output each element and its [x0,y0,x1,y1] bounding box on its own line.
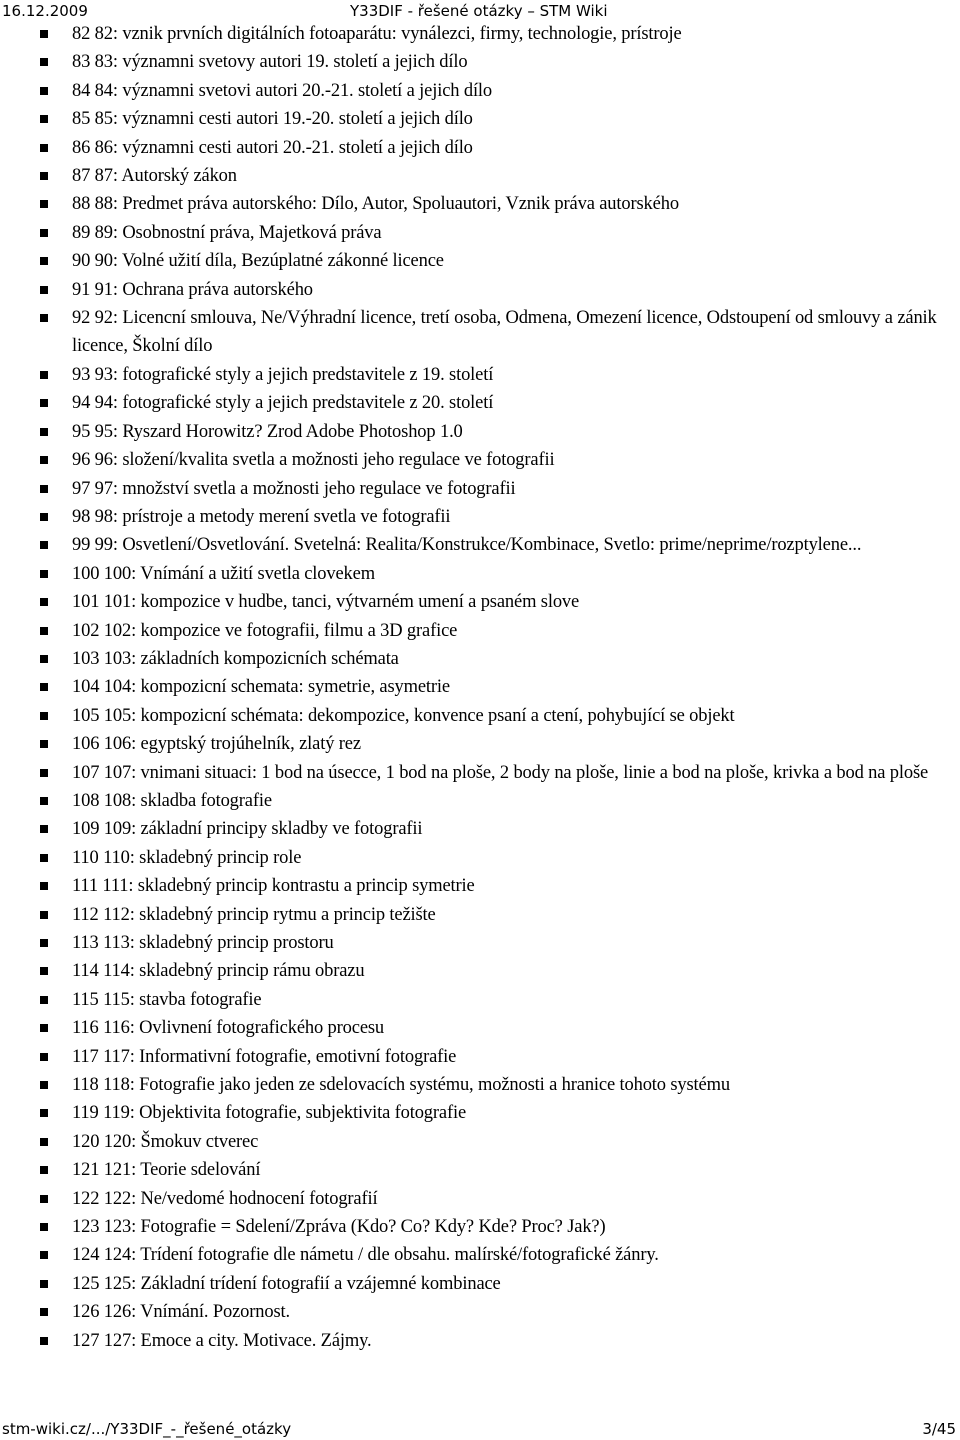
square-bullet-icon [40,314,48,322]
square-bullet-icon [40,1337,48,1345]
list-item [0,957,960,985]
list-item [0,617,960,645]
list-item [0,1213,960,1241]
list-item-link[interactable]: 101 101: kompozice v hudbe, tanci, výtvarném umení a psaném slove [72,592,580,613]
list-item-link[interactable]: 122 122: Ne/vedomé hodnocení fotografií [72,1188,378,1209]
toc-list [0,20,960,1355]
list-item-link[interactable]: 103 103: základních kompozicních schémata [72,648,399,669]
list-item [0,901,960,929]
list-item [0,702,960,730]
square-bullet-icon [40,683,48,691]
list-item [0,1128,960,1156]
list-item-link[interactable]: 126 126: Vnímání. Pozornost. [72,1302,290,1323]
list-item-link[interactable]: 104 104: kompozicní schemata: symetrie, asymetrie [72,677,450,698]
list-item [0,1156,960,1184]
list-item [0,560,960,588]
square-bullet-icon [40,257,48,265]
list-item [0,361,960,389]
square-bullet-icon [40,1138,48,1146]
list-item [0,219,960,247]
square-bullet-icon [40,229,48,237]
list-item-link[interactable]: 117 117: Informativní fotografie, emotivní fotografie [72,1046,457,1067]
list-item-link[interactable]: 85 85: významni cesti autori 19.-20. století a jejich dílo [72,109,473,130]
list-item-link[interactable]: 91 91: Ochrana práva autorského [72,279,313,300]
list-item [0,503,960,531]
square-bullet-icon [40,30,48,38]
list-item-link[interactable]: 83 83: významni svetovy autori 19. století a jejich dílo [72,52,468,73]
list-item-link[interactable]: 87 87: Autorský zákon [72,166,237,187]
square-bullet-icon [40,172,48,180]
square-bullet-icon [40,399,48,407]
square-bullet-icon [40,1223,48,1231]
square-bullet-icon [40,712,48,720]
page-header [0,0,960,22]
square-bullet-icon [40,541,48,549]
square-bullet-icon [40,570,48,578]
print-date: 16.12.2009 [2,2,88,20]
list-item [0,446,960,474]
list-item-link[interactable]: 102 102: kompozice ve fotografii, filmu a 3D grafice [72,620,458,641]
list-item-link[interactable]: 86 86: významni cesti autori 20.-21. století a jejich dílo [72,137,473,158]
square-bullet-icon [40,967,48,975]
square-bullet-icon [40,115,48,123]
square-bullet-icon [40,1166,48,1174]
list-item-link[interactable]: 112 112: skladebný princip rytmu a princip težište [72,904,436,925]
square-bullet-icon [40,627,48,635]
square-bullet-icon [40,825,48,833]
list-item-link[interactable]: 113 113: skladebný princip prostoru [72,933,334,953]
square-bullet-icon [40,1195,48,1203]
list-item-link[interactable]: 111 111: skladebný princip kontrastu a princip symetrie [72,876,475,897]
list-item-link[interactable]: 93 93: fotografické styly a jejich predstavitele z 19. století [72,364,494,385]
list-item [0,759,960,787]
list-item-link[interactable]: 114 114: skladebný princip rámu obrazu [72,961,365,982]
list-item [0,247,960,275]
square-bullet-icon [40,740,48,748]
list-item-link[interactable]: 109 109: základní principy skladby ve fotografii [72,819,423,840]
list-item [0,986,960,1014]
list-item [0,1270,960,1298]
list-item [0,815,960,843]
list-item-link[interactable]: 120 120: Šmokuv ctverec [72,1131,259,1152]
list-item [0,1327,960,1355]
list-item [0,1014,960,1042]
list-item-link[interactable]: 92 92: Licencní smlouva, Ne/Výhradní licence, tretí osoba, Odmena, Omezení licence, Odstoupení od smlouvy a zánik licence, Školní dílo [72,308,937,357]
list-item [0,588,960,616]
square-bullet-icon [40,200,48,208]
list-item [0,77,960,105]
list-item [0,787,960,815]
page-url: stm-wiki.cz/.../Y33DIF_-_řešené_otázky [2,1420,292,1438]
square-bullet-icon [40,1251,48,1259]
square-bullet-icon [40,911,48,919]
list-item [0,20,960,48]
square-bullet-icon [40,428,48,436]
list-item-link[interactable]: 95 95: Ryszard Horowitz? Zrod Adobe Photoshop 1.0 [72,421,463,442]
square-bullet-icon [40,58,48,66]
list-item-link[interactable]: 115 115: stavba fotografie [72,989,262,1010]
list-item [0,1071,960,1099]
list-item [0,929,960,957]
list-item-link[interactable]: 100 100: Vnímání a užití svetla clovekem [72,563,375,584]
list-item [0,531,960,559]
square-bullet-icon [40,598,48,606]
list-item [0,1185,960,1213]
square-bullet-icon [40,797,48,805]
square-bullet-icon [40,939,48,947]
list-item-link[interactable]: 108 108: skladba fotografie [72,790,272,811]
list-item [0,730,960,758]
square-bullet-icon [40,882,48,890]
list-item [0,1099,960,1127]
list-item-link[interactable]: 119 119: Objektivita fotografie, subjektivita fotografie [72,1103,467,1124]
list-item-link[interactable]: 99 99: Osvetlení/Osvetlování. Svetelná: Realita/Konstrukce/Kombinace, Svetlo: prime/neprime/rozptylene... [72,535,862,556]
list-item-link[interactable]: 98 98: prístroje a metody merení svetla ve fotografii [72,506,451,527]
list-item-link[interactable]: 96 96: složení/kvalita svetla a možnosti jeho regulace ve fotografii [72,450,555,471]
square-bullet-icon [40,996,48,1004]
list-item [0,1241,960,1269]
list-item [0,48,960,76]
list-item [0,389,960,417]
list-item [0,105,960,133]
list-item [0,418,960,446]
square-bullet-icon [40,1308,48,1316]
list-item [0,673,960,701]
page-title: Y33DIF - řešené otázky – STM Wiki [350,2,608,20]
list-item [0,872,960,900]
square-bullet-icon [40,87,48,95]
square-bullet-icon [40,1109,48,1117]
list-item-link[interactable]: 84 84: významni svetovi autori 20.-21. století a jejich dílo [72,80,493,101]
list-item-link[interactable]: 90 90: Volné užití díla, Bezúplatné zákonné licence [72,251,444,272]
list-item [0,1298,960,1326]
page-number: 3/45 [922,1420,956,1438]
list-item-link[interactable]: 88 88: Predmet práva autorského: Dílo, Autor, Spoluautori, Vznik práva autorského [72,194,679,215]
list-item-link[interactable]: 125 125: Základní trídení fotografií a vzájemné kombinace [72,1273,501,1294]
list-item-link[interactable]: 89 89: Osobnostní práva, Majetková práva [72,222,382,243]
list-item [0,645,960,673]
list-item-link[interactable]: 107 107: vnimani situaci: 1 bod na úsecce, 1 bod na ploše, 2 body na ploše, linie a bod na ploše, krivka a bod na ploše [72,762,929,783]
list-item-link[interactable]: 116 116: Ovlivnení fotografického procesu [72,1018,385,1039]
list-item-link[interactable]: 106 106: egyptský trojúhelník, zlatý rez [72,734,361,755]
square-bullet-icon [40,769,48,777]
page-footer [0,1418,960,1440]
square-bullet-icon [40,1053,48,1061]
list-item-link[interactable]: 105 105: kompozicní schémata: dekompozice, konvence psaní a ctení, pohybující se objekt [72,705,735,726]
square-bullet-icon [40,1081,48,1089]
list-item-link[interactable]: 124 124: Trídení fotografie dle námetu / dle obsahu. malírské/fotografické žánry. [72,1245,659,1266]
list-item [0,844,960,872]
list-item [0,134,960,162]
list-item-link[interactable]: 110 110: skladebný princip role [72,847,302,868]
square-bullet-icon [40,144,48,152]
list-item [0,475,960,503]
square-bullet-icon [40,456,48,464]
list-item-link[interactable]: 121 121: Teorie sdelování [72,1160,261,1181]
list-item-link[interactable]: 94 94: fotografické styly a jejich predstavitele z 20. století [72,393,494,414]
list-item [0,276,960,304]
list-item [0,1043,960,1071]
list-item-link[interactable]: 118 118: Fotografie jako jeden ze sdelovacích systému, možnosti a hranice tohoto systému [72,1075,730,1096]
list-item-link[interactable]: 127 127: Emoce a city. Motivace. Zájmy. [72,1330,372,1351]
list-item-link[interactable]: 97 97: množství svetla a možnosti jeho regulace ve fotografii [72,478,516,499]
list-item-link[interactable]: 82 82: vznik prvních digitálních fotoaparátu: vynálezci, firmy, technologie, prístroje [72,24,682,44]
square-bullet-icon [40,485,48,493]
list-item [0,304,960,361]
square-bullet-icon [40,513,48,521]
square-bullet-icon [40,1280,48,1288]
square-bullet-icon [40,286,48,294]
square-bullet-icon [40,1024,48,1032]
square-bullet-icon [40,371,48,379]
square-bullet-icon [40,655,48,663]
list-item [0,190,960,218]
list-item-link[interactable]: 123 123: Fotografie = Sdelení/Zpráva (Kdo? Co? Kdy? Kde? Proc? Jak?) [72,1217,606,1238]
list-item [0,162,960,190]
square-bullet-icon [40,854,48,862]
